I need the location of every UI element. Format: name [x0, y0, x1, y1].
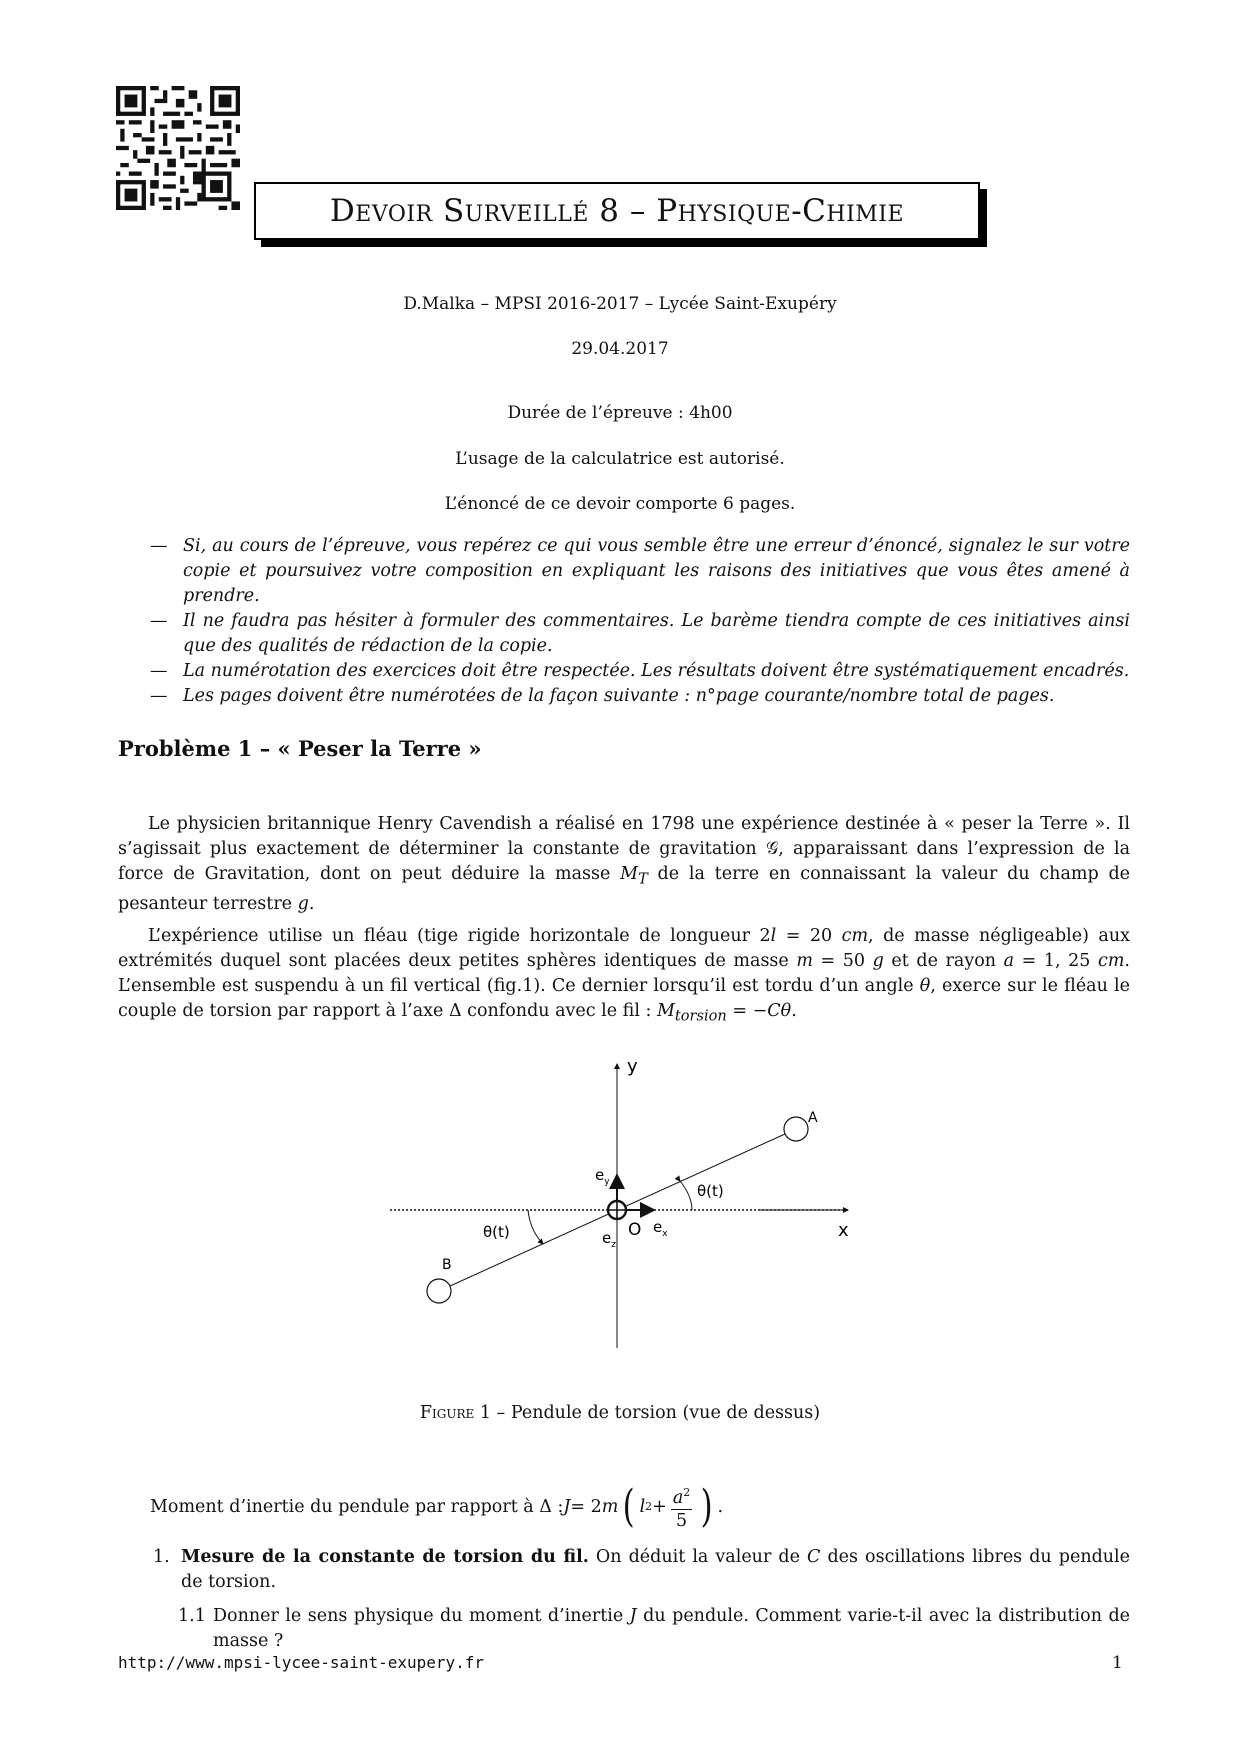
text-run: . L’ensemble est suspendu à un fil vertical (fig.1). Ce dernier lorsqu’il est tordu d’un angle: [118, 951, 1130, 996]
math-unit: cm: [1098, 951, 1125, 971]
question-1-1-number: 1.1: [178, 1606, 206, 1626]
label-b: B: [442, 1257, 452, 1273]
math-g: g: [297, 893, 309, 914]
formula-eq: = 2: [570, 1496, 602, 1517]
text-run: du pendule. Comment varie-t-il avec la distribution de masse ?: [213, 1606, 1130, 1651]
exam-duration: Durée de l’épreuve : 4h00: [507, 403, 733, 423]
question-1: [181, 1545, 1130, 1595]
text-run: = 1, 25: [1014, 951, 1099, 971]
text-run: .: [308, 893, 315, 914]
text-run: .: [791, 1001, 797, 1021]
label-x: x: [838, 1220, 849, 1241]
label-ex: $e_x$: [653, 1218, 668, 1239]
instruction-item: — La numérotation des exercices doit être respectée. Les résultats doivent être systématiquement encadrés.: [150, 659, 1130, 684]
fraction-denominator: 5: [675, 1510, 688, 1531]
formula-plus: +: [652, 1496, 667, 1517]
math-m: m: [796, 951, 813, 971]
author-line: D.Malka – MPSI 2016-2017 – Lycée Saint-Exupéry: [403, 294, 837, 314]
instruction-item: — Les pages doivent être numérotées de la façon suivante : n°page courante/nombre total de pages.: [150, 684, 1130, 709]
text-run: de la terre en connaissant la valeur du champ de pesanteur terrestre: [118, 864, 1131, 914]
moment-of-inertia-formula: Moment d’inertie du pendule par rapport à Δ : J = 2 m ( l 2 + $\frac{a^2}{5}$ ) .: [150, 1480, 724, 1532]
label-ey: $e_y$: [595, 1166, 610, 1187]
math-J: J: [563, 1496, 571, 1517]
text-run: , exerce sur le fléau le couple de torsion par rapport à l’axe Δ confondu avec le fil :: [118, 976, 1130, 1021]
math-sub: T: [638, 870, 648, 888]
torsion-pendulum-figure: [380, 1052, 880, 1352]
text-run: Donner le sens physique du moment d’inertie: [213, 1606, 630, 1626]
text-run: Le physicien britannique Henry Cavendish a réalisé en 1798 une expérience destinée à « peser la Terre ». Il s’agissait plus exactement de déterminer la constante de gravitation: [118, 814, 1130, 859]
qr-code: [116, 86, 240, 210]
text-run: = −: [726, 1001, 768, 1021]
question-1-number: 1.: [153, 1547, 170, 1567]
math-unit: cm: [841, 926, 869, 946]
fraction-numerator: a: [672, 1487, 684, 1508]
fraction-a2-over-5: $\frac{a^2}{5}$: [671, 1482, 692, 1532]
text-run: On déduit la valeur de: [588, 1547, 807, 1567]
text-run: , de masse négligeable) aux extrémités duquel sont placées deux petites sphères identiques de masse: [118, 926, 1131, 971]
page-count-note: L’énoncé de ce devoir comporte 6 pages.: [444, 494, 796, 514]
label-ez: $e_z$: [602, 1229, 616, 1250]
math-a: a: [1003, 951, 1015, 971]
instruction-item: — Si, au cours de l’épreuve, vous repérez ce qui vous semble être une erreur d’énoncé, signalez le sur votre copie et poursuivez votre composition en expliquant les raisons des initiatives que vous êtes amené à prendre.: [150, 534, 1130, 609]
math-theta: θ: [919, 976, 931, 996]
math-M: M: [656, 1001, 675, 1021]
label-o: O: [628, 1220, 642, 1240]
text-run: et de rayon: [883, 951, 1004, 971]
label-y: y: [627, 1056, 638, 1077]
math-l: l: [770, 926, 777, 946]
label-theta-left: θ(t): [483, 1223, 510, 1241]
footer-url[interactable]: http://www.mpsi-lycee-saint-exupery.fr: [118, 1653, 485, 1672]
text-run: = 50: [812, 951, 873, 971]
math-G: 𝒢: [765, 839, 779, 859]
math-unit: g: [872, 951, 884, 971]
calculator-note: L’usage de la calculatrice est autorisé.: [455, 449, 785, 469]
question-1-title: Mesure de la constante de torsion du fil.: [181, 1547, 589, 1567]
right-paren: ): [700, 1480, 713, 1532]
question-1-1: [213, 1604, 1130, 1654]
sphere-a: [784, 1117, 808, 1141]
problem-title: Problème 1 – « Peser la Terre »: [118, 736, 482, 761]
formula-end: .: [717, 1496, 724, 1517]
theta-arc-left: [528, 1210, 543, 1244]
sphere-b: [427, 1279, 451, 1303]
instruction-item: — Il ne faudra pas hésiter à formuler des commentaires. Le barème tiendra compte de ces initiatives ainsi que des qualités de rédaction de la copie.: [150, 609, 1130, 659]
figure-caption: [0, 1403, 1240, 1423]
formula-prefix: Moment d’inertie du pendule par rapport à Δ :: [150, 1496, 564, 1517]
text-run: L’expérience utilise un fléau (tige rigide horizontale de longueur 2: [148, 926, 771, 946]
math-C: C: [807, 1547, 821, 1567]
math-C-theta: Cθ: [767, 1001, 792, 1021]
math-J: J: [629, 1606, 637, 1626]
title-frame: [254, 182, 980, 240]
instructions-list: [150, 534, 1130, 709]
theta-arc-right: [680, 1181, 692, 1210]
text-run: = 20: [776, 926, 842, 946]
page-number: 1: [1112, 1653, 1123, 1673]
math-l: l: [639, 1496, 646, 1517]
caption-text: – Pendule de torsion (vue de dessus): [490, 1403, 821, 1423]
caption-label: Figure 1: [419, 1403, 491, 1423]
exam-date: 29.04.2017: [571, 339, 669, 359]
label-a: A: [808, 1110, 818, 1126]
document-title: Devoir Surveillé 8 – Physique-Chimie: [254, 182, 980, 240]
left-paren: (: [622, 1480, 635, 1532]
label-theta-right: θ(t): [697, 1182, 724, 1200]
math-m: m: [601, 1496, 619, 1517]
text-run: des oscillations libres du pendule de torsion.: [181, 1547, 1131, 1592]
math-sub: torsion: [674, 1007, 727, 1025]
text-run: , apparaissant dans l’expression de la force de Gravitation, dont on peut déduire la masse: [118, 839, 1130, 884]
problem-paragraph-2: [118, 924, 1130, 1029]
math-M: M: [620, 864, 639, 884]
problem-paragraph-1: [118, 812, 1130, 917]
